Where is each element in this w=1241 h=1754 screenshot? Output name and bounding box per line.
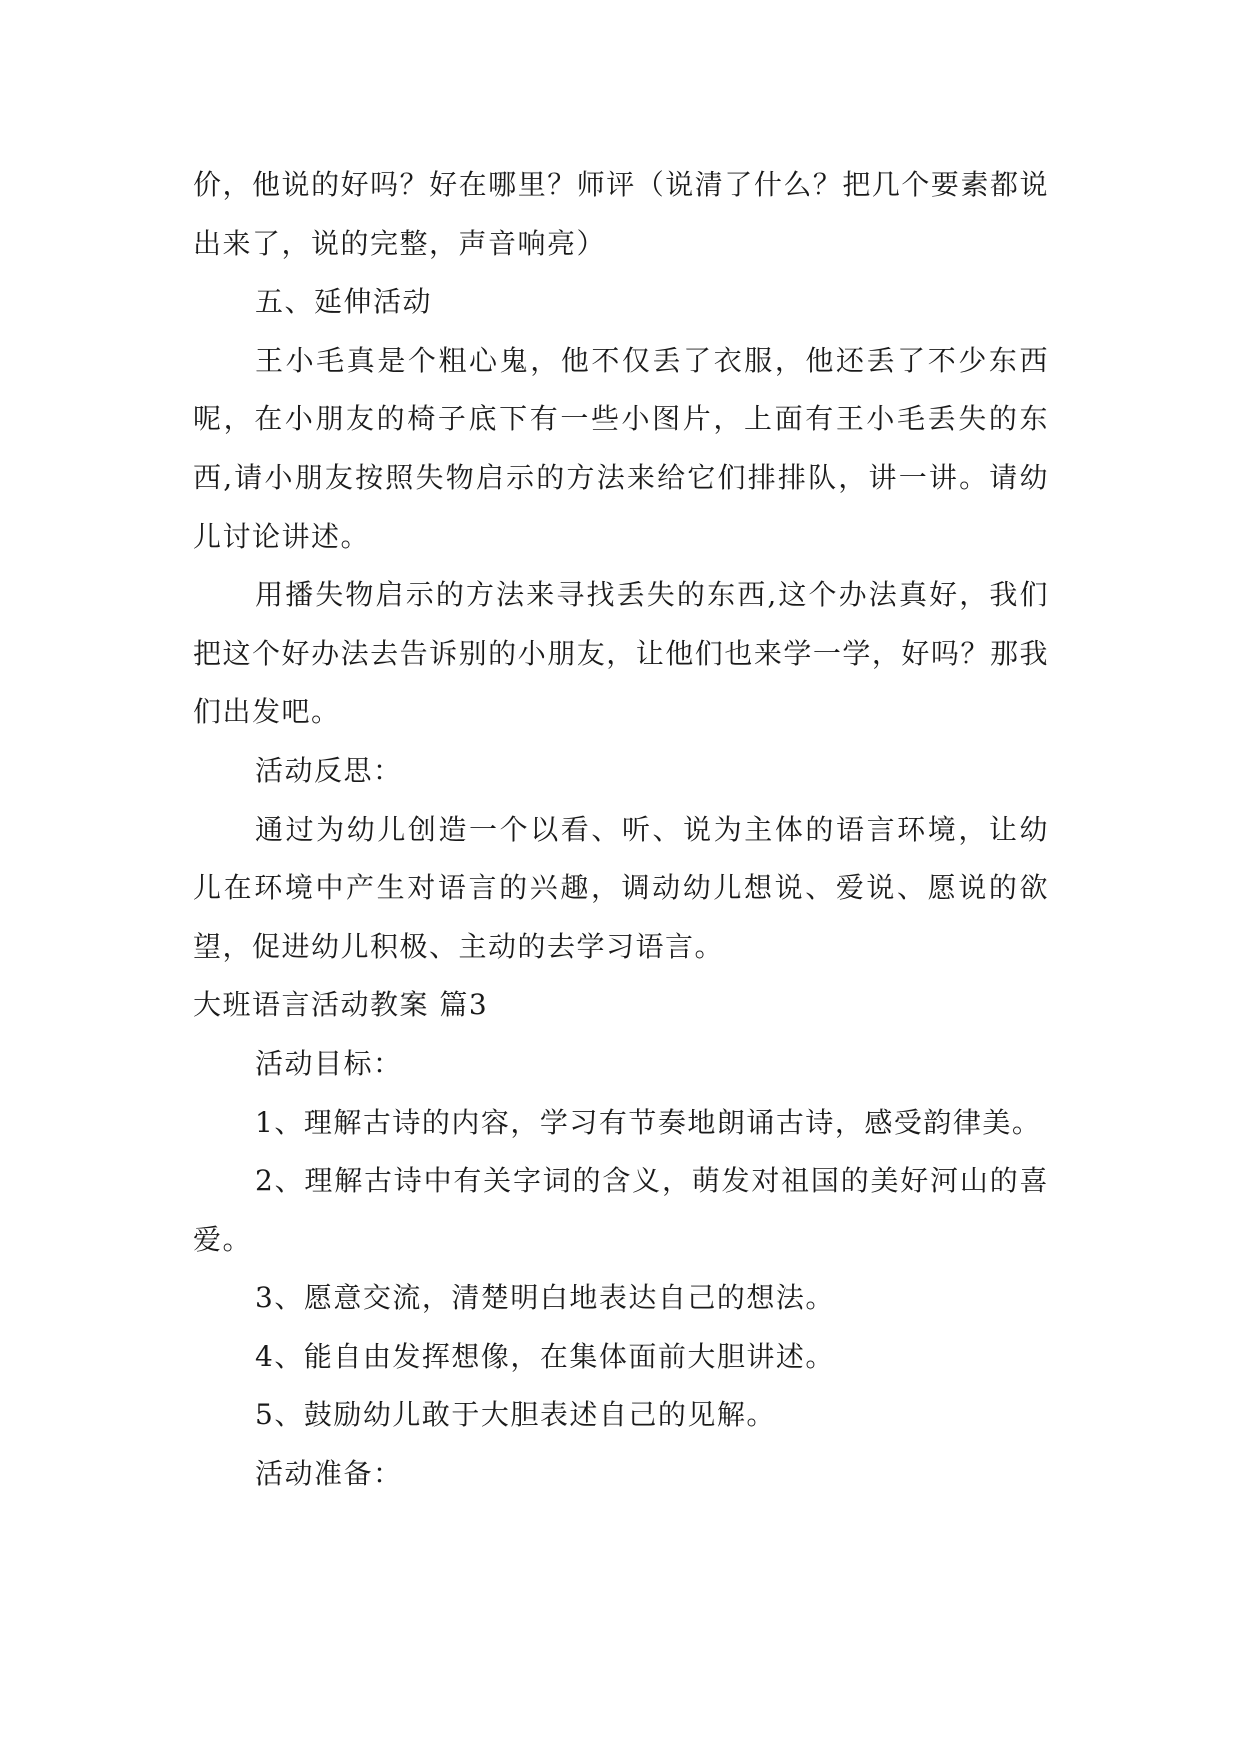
article-title-part-3: 大班语言活动教案 篇3 xyxy=(193,988,489,1022)
section-heading-preparation: 活动准备： xyxy=(255,1457,403,1491)
paragraph-lost-items: 王小毛真是个粗心鬼，他不仅丢了衣服，他还丢了不少东西呢，在小朋友的椅子底下有一些小图片，上面有王小毛丢失的东西,请小朋友按照失物启示的方法来给它们排排队，讲一讲。请幼儿讨论讲述。 xyxy=(193,343,1049,553)
document-body xyxy=(193,156,1049,1504)
section-heading-extension-activity: 五、延伸活动 xyxy=(255,285,433,319)
objective-item-2: 2、理解古诗中有关字词的含义，萌发对祖国的美好河山的喜爱。 xyxy=(193,1164,1049,1256)
paragraph-continuation: 价，他说的好吗？好在哪里？师评（说清了什么？把几个要素都说出来了，说的完整，声音响亮） xyxy=(193,168,1049,260)
paragraph-lost-notice-method: 用播失物启示的方法来寻找丢失的东西,这个办法真好，我们把这个好办法去告诉别的小朋友，让他们也来学一学，好吗？那我们出发吧。 xyxy=(193,578,1049,729)
objective-item-3: 3、愿意交流，清楚明白地表达自己的想法。 xyxy=(255,1281,835,1315)
objective-item-4: 4、能自由发挥想像，在集体面前大胆讲述。 xyxy=(255,1339,835,1373)
objective-item-1: 1、理解古诗的内容，学习有节奏地朗诵古诗，感受韵律美。 xyxy=(255,1105,1042,1139)
paragraph-reflection: 通过为幼儿创造一个以看、听、说为主体的语言环境，让幼儿在环境中产生对语言的兴趣，调动幼儿想说、爱说、愿说的欲望，促进幼儿积极、主动的去学习语言。 xyxy=(193,812,1049,963)
section-heading-objectives: 活动目标： xyxy=(255,1046,403,1080)
objective-item-5: 5、鼓励幼儿敢于大胆表述自己的见解。 xyxy=(255,1398,776,1432)
section-heading-reflection: 活动反思： xyxy=(255,753,403,787)
